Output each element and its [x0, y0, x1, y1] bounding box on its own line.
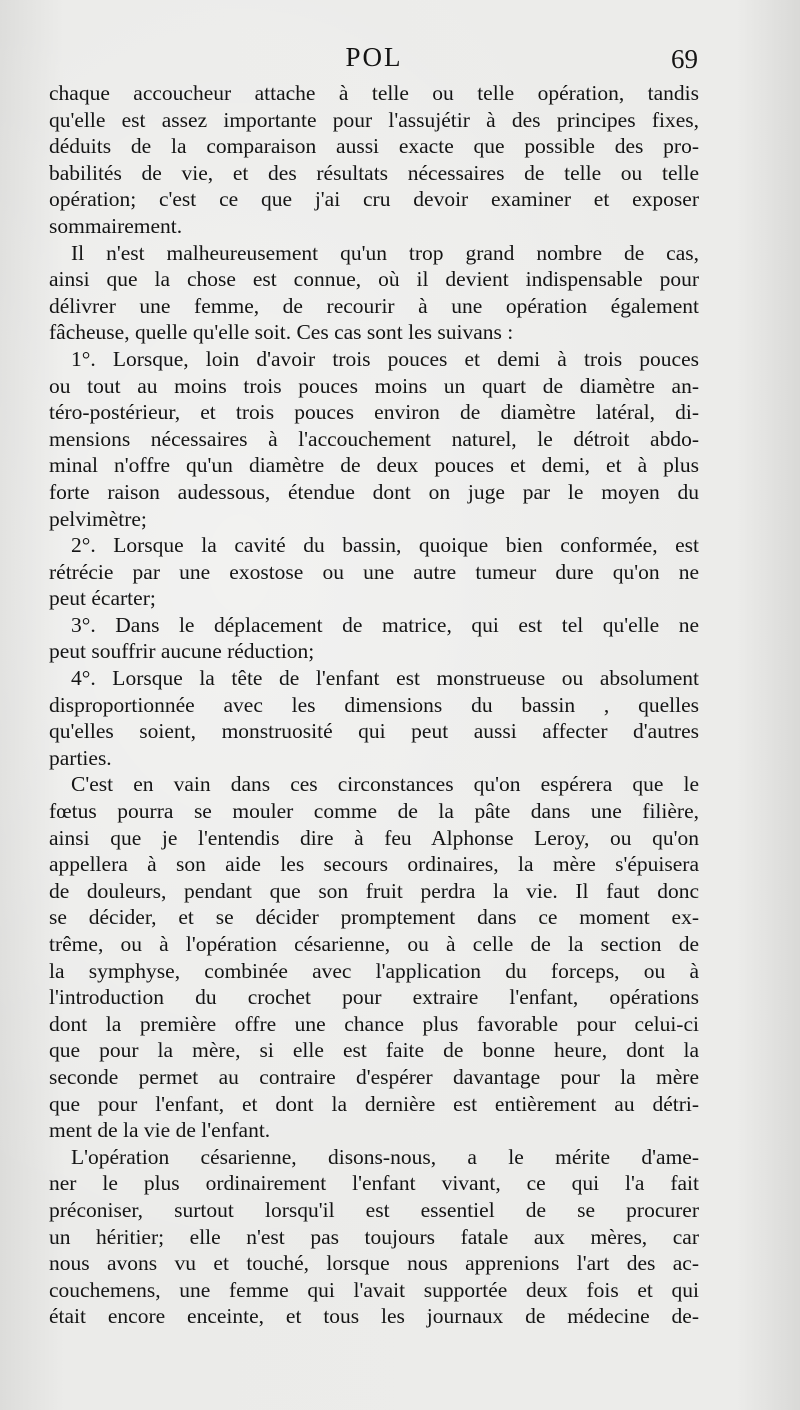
text-line: 1°. Lorsque, loin d'avoir trois pouces et demi à trois pouces: [71, 346, 699, 371]
text-line: qu'elles soient, monstruosité qui peut aussi affecter d'autres: [49, 719, 699, 744]
text-line: nous avons vu et touché, lorsque nous apprenions l'art des ac-: [49, 1251, 699, 1276]
text-line: babilités de vie, et des résultats nécessaires de telle ou telle: [49, 160, 699, 185]
text-line: rétrécie par une exostose ou une autre tumeur dure qu'on ne: [49, 559, 699, 584]
text-line: 3°. Dans le déplacement de matrice, qui est tel qu'elle ne: [71, 612, 699, 637]
text-line: que pour la mère, si elle est faite de bonne heure, dont la: [49, 1038, 699, 1063]
text-line: couchemens, une femme qui l'avait supportée deux fois et qui: [49, 1277, 699, 1302]
text-line: C'est en vain dans ces circonstances qu'on espérera que le: [71, 772, 699, 797]
text-line: ner le plus ordinairement l'enfant vivant, ce qui l'a fait: [49, 1171, 699, 1196]
text-line: appellera à son aide les secours ordinaires, la mère s'épuisera: [49, 852, 699, 877]
body-text: [49, 80, 699, 1330]
text-line: ainsi que je l'entendis dire à feu Alphonse Leroy, ou qu'on: [49, 825, 699, 850]
text-line: L'opération césarienne, disons-nous, a le mérite d'ame-: [71, 1144, 699, 1169]
text-line: sommairement.: [49, 213, 183, 238]
text-line: peut souffrir aucune réduction;: [49, 639, 315, 664]
text-line: pelvimètre;: [49, 506, 147, 531]
text-line: dont la première offre une chance plus favorable pour celui-ci: [49, 1011, 699, 1036]
text-line: chaque accoucheur attache à telle ou telle opération, tandis: [49, 81, 699, 105]
text-line: parties.: [49, 745, 112, 770]
text-line: qu'elle est assez importante pour l'assujétir à des principes fixes,: [49, 107, 699, 132]
text-line: peut écarter;: [49, 586, 156, 611]
text-line: l'introduction du crochet pour extraire l'enfant, opérations: [49, 985, 699, 1010]
text-line: la symphyse, combinée avec l'application du forceps, ou à: [49, 958, 699, 983]
text-line: Il n'est malheureusement qu'un trop grand nombre de cas,: [71, 240, 699, 265]
text-line: 4°. Lorsque la tête de l'enfant est monstrueuse ou absolument: [71, 666, 699, 691]
text-line: était encore enceinte, et tous les journaux de médecine de-: [49, 1304, 699, 1329]
text-line: que pour l'enfant, et dont la dernière est entièrement au détri-: [49, 1091, 699, 1116]
text-line: de douleurs, pendant que son fruit perdra la vie. Il faut donc: [49, 878, 699, 903]
text-line: téro-postérieur, et trois pouces environ de diamètre latéral, di-: [49, 400, 699, 425]
page-number: 69: [671, 44, 698, 74]
page-header: [50, 42, 698, 82]
text-line: ou tout au moins trois pouces moins un quart de diamètre an-: [49, 373, 699, 398]
text-line: seconde permet au contraire d'espérer davantage pour la mère: [49, 1064, 699, 1089]
text-line: opération; c'est ce que j'ai cru devoir examiner et exposer: [49, 187, 699, 212]
running-head: POL: [345, 42, 403, 72]
text-line: fœtus pourra se mouler comme de la pâte dans une filière,: [49, 799, 699, 824]
text-line: forte raison audessous, étendue dont on juge par le moyen du: [49, 479, 699, 504]
text-line: ment de la vie de l'enfant.: [49, 1118, 271, 1143]
text-line: préconiser, surtout lorsqu'il est essentiel de se procurer: [49, 1197, 699, 1222]
text-line: délivrer une femme, de recourir à une opération également: [49, 293, 699, 318]
text-line: minal n'offre qu'un diamètre de deux pouces et demi, et à plus: [49, 453, 699, 478]
text-line: se décider, et se décider promptement dans ce moment ex-: [49, 905, 699, 930]
text-line: fâcheuse, quelle qu'elle soit. Ces cas sont les suivans :: [49, 320, 514, 345]
text-line: un héritier; elle n'est pas toujours fatale aux mères, car: [49, 1224, 699, 1249]
text-line: disproportionnée avec les dimensions du bassin , quelles: [49, 692, 699, 717]
text-line: trême, ou à l'opération césarienne, ou à celle de la section de: [49, 932, 699, 956]
text-line: déduits de la comparaison aussi exacte que possible des pro-: [49, 134, 699, 159]
text-line: 2°. Lorsque la cavité du bassin, quoique bien conformée, est: [71, 533, 699, 558]
text-line: mensions nécessaires à l'accouchement naturel, le détroit abdo-: [49, 426, 699, 451]
text-line: ainsi que la chose est connue, où il devient indispensable pour: [49, 267, 699, 292]
